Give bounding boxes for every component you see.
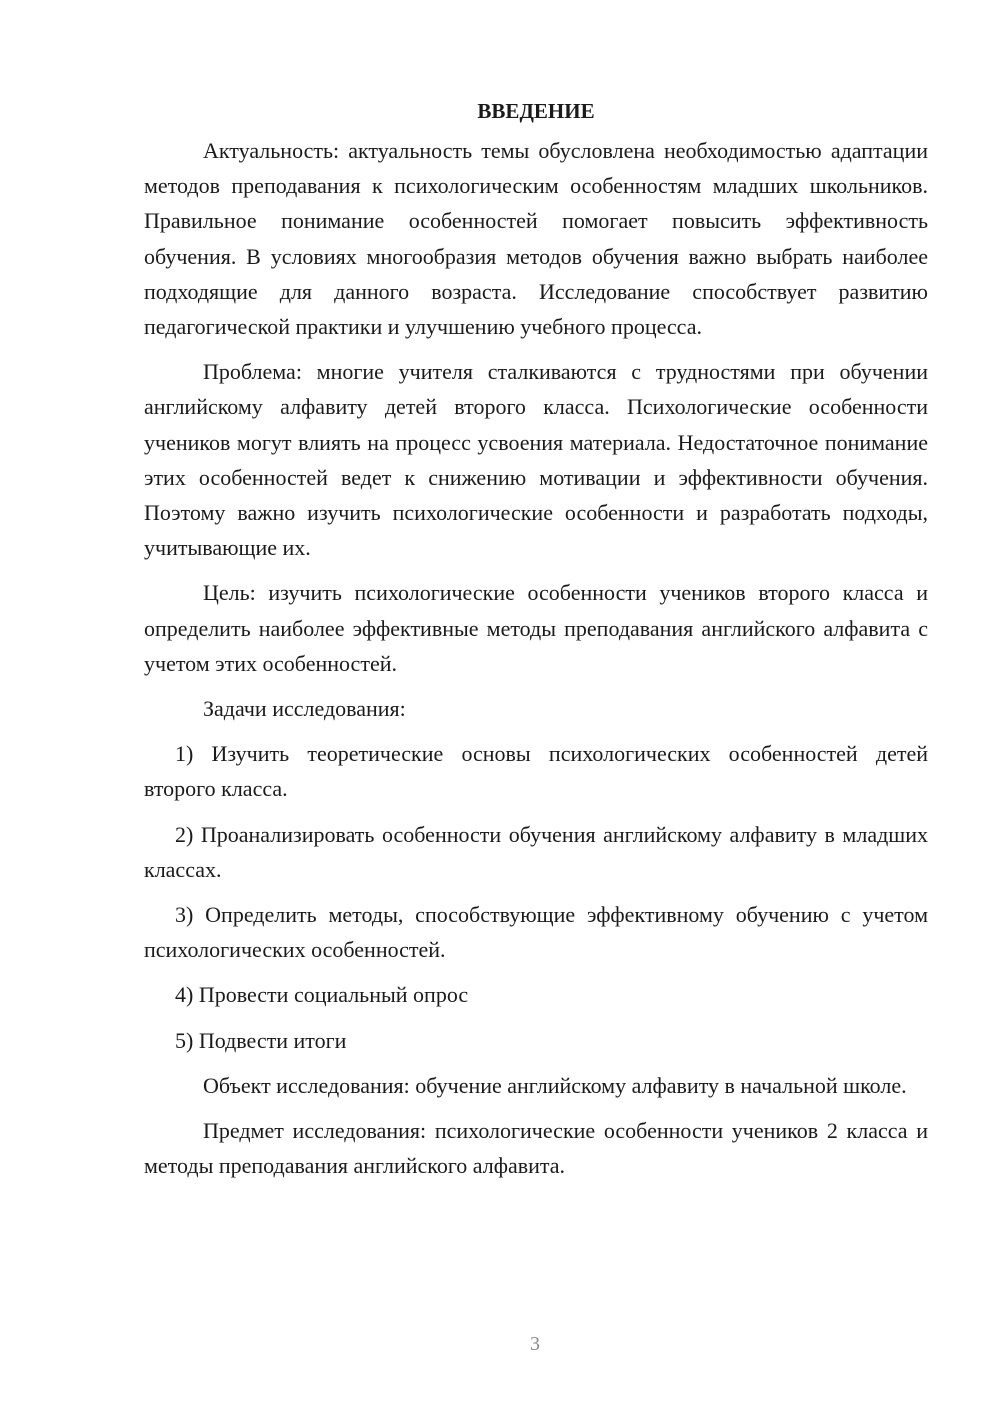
task-item: 4) Провести социальный опрос (175, 982, 469, 1008)
task-item: 5) Подвести итоги (175, 1027, 347, 1053)
research-subject-paragraph: Предмет исследования: психологические особенности учеников 2 класса и методы преподавания английского алфавита. (144, 1118, 928, 1179)
research-object-paragraph: Объект исследования: обучение английскому алфавиту в начальной школе. (203, 1072, 907, 1098)
task-item: 2) Проанализировать особенности обучения английскому алфавиту в младших классах. (144, 821, 928, 882)
document-page (144, 94, 928, 1193)
task-item: 1) Изучить теоретические основы психологических особенностей детей второго класса. (144, 741, 928, 802)
document-title: ВВЕДЕНИЕ (477, 99, 595, 123)
tasks-heading: Задачи исследования: (203, 696, 406, 722)
relevance-paragraph: Актуальность: актуальность темы обусловлена необходимостью адаптации методов преподавания к психологическим особенностям младших школьников. Правильное понимание особенностей помогает повысить эффективность обучения. В условиях многообразия методов обучения важно выбрать наиболее подходящие для данного возраста. Исследование способствует развитию педагогической практики и улучшению учебного процесса. (144, 138, 928, 340)
goal-paragraph: Цель: изучить психологические особенности учеников второго класса и определить наиболее эффективные методы преподавания английского алфавита с учетом этих особенностей. (144, 580, 928, 676)
task-item: 3) Определить методы, способствующие эффективному обучению с учетом психологических особенностей. (144, 902, 928, 963)
page-number: 3 (530, 1333, 540, 1355)
problem-paragraph: Проблема: многие учителя сталкиваются с трудностями при обучении английскому алфавиту детей второго класса. Психологические особенности учеников могут влиять на процесс усвоения материала. Недостаточное понимание этих особенностей ведет к снижению мотивации и эффективности обучения. Поэтому важно изучить психологические особенности и разработать подходы, учитывающие их. (144, 359, 928, 561)
